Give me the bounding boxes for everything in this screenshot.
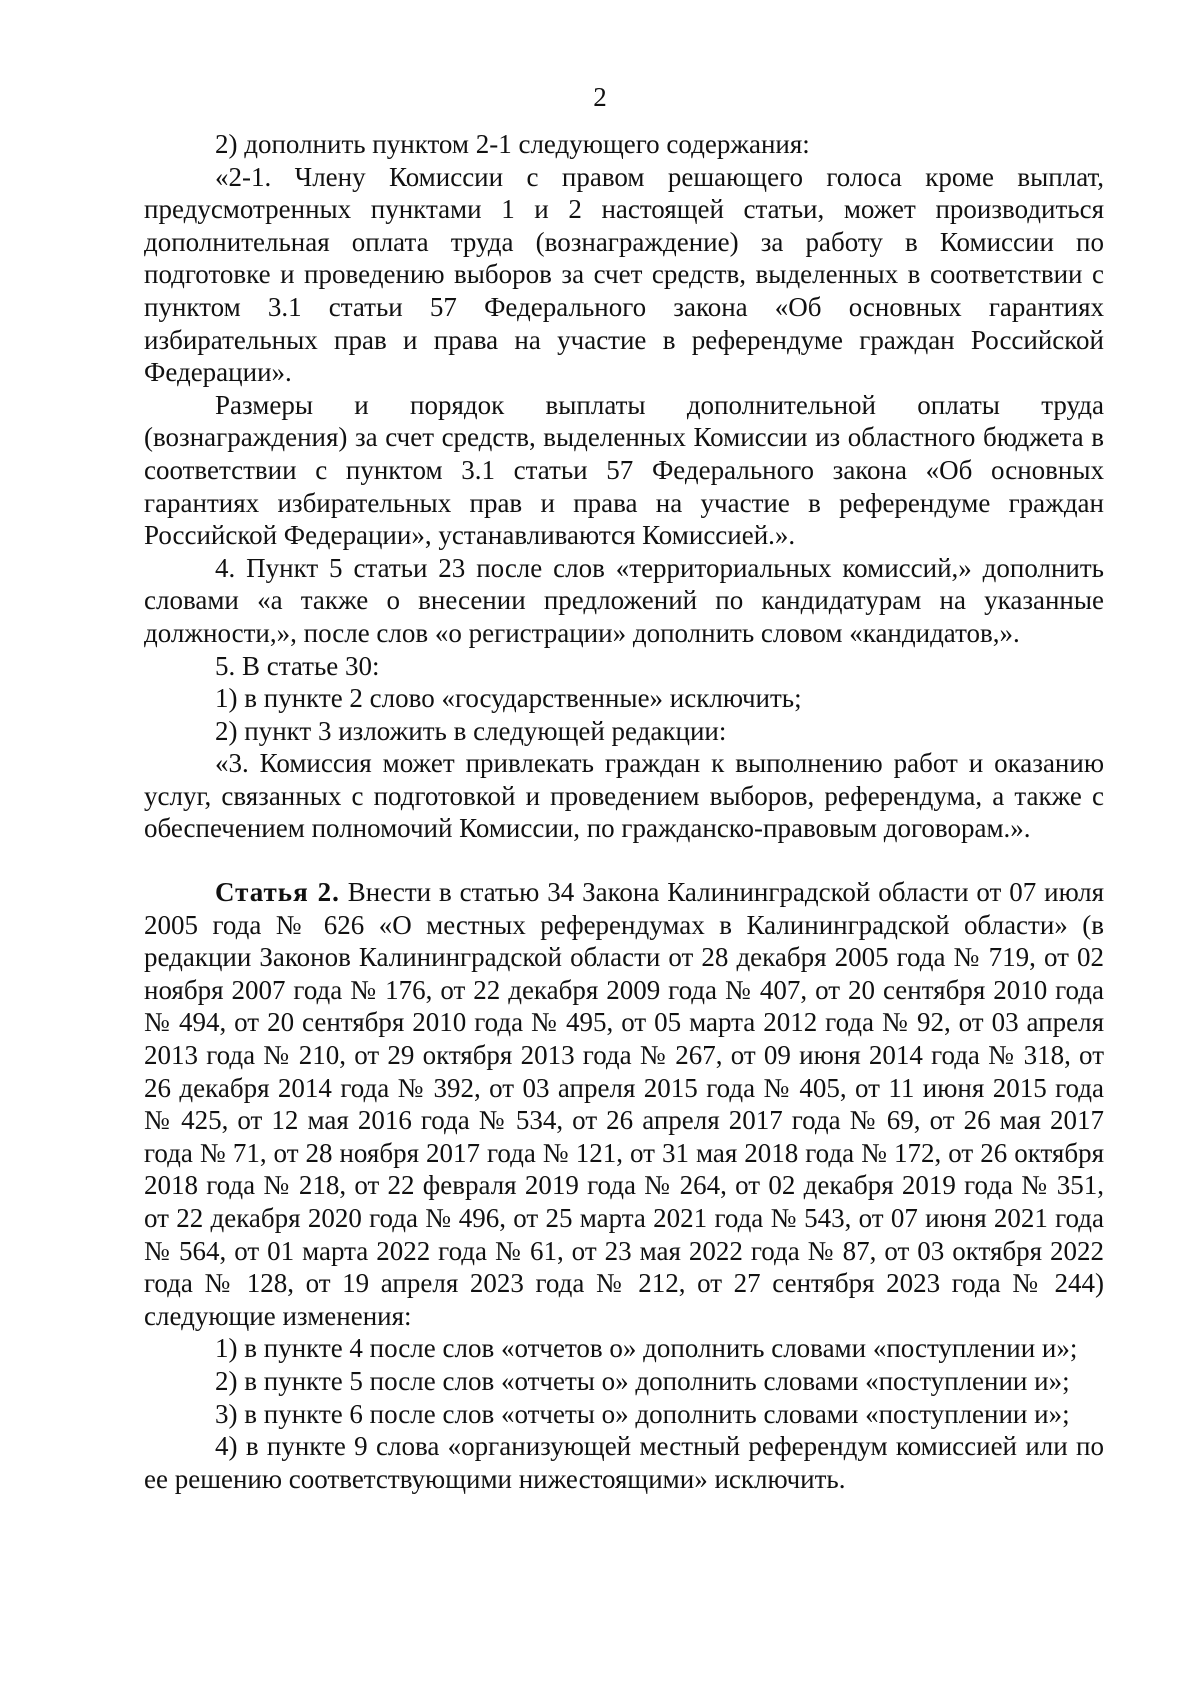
paragraph: Размеры и порядок выплаты дополнительной оплаты труда (вознаграждения) за счет средств, выделенных Комиссии из областного бюджета в соответствии с пунктом 3.1 статьи 57 Федерального закона «Об основных гарантиях избирательных прав и права на участие в референдуме граждан Российской Федерации», устанавливаются Комиссией.». bbox=[144, 389, 1104, 551]
paragraph: «3. Комиссия может привлекать граждан к выполнению работ и оказанию услуг, связанных с подготовкой и проведением выборов, референдума, а также с обеспечением полномочий Комиссии, по гражданско-правовым договорам.». bbox=[144, 748, 1104, 844]
paragraph: 1) в пункте 2 слово «государственные» исключить; bbox=[215, 683, 802, 714]
document-body bbox=[144, 128, 1104, 1495]
list-item: 1) в пункте 4 после слов «отчетов о» дополнить словами «поступлении и»; bbox=[215, 1333, 1078, 1364]
list-item: 3) в пункте 6 после слов «отчеты о» дополнить словами «поступлении и»; bbox=[215, 1398, 1070, 1429]
article-heading: Статья 2. bbox=[215, 877, 340, 908]
paragraph: 5. В статье 30: bbox=[215, 650, 380, 681]
list-item: 4) в пункте 9 слова «организующей местный референдум комиссией или по ее решению соответствующими нижестоящими» исключить. bbox=[144, 1431, 1104, 1494]
paragraph: 2) дополнить пунктом 2-1 следующего содержания: bbox=[215, 129, 810, 159]
paragraph: 4. Пункт 5 статьи 23 после слов «территориальных комиссий,» дополнить словами «а также о внесении предложений по кандидатурам на указанные должности,», после слов «о регистрации» дополнить словом «кандидатов,». bbox=[144, 552, 1104, 648]
paragraph: 2) пункт 3 изложить в следующей редакции: bbox=[215, 715, 727, 746]
article-text: Внести в статью 34 Закона Калининградской области от 07 июля 2005 года № 626 «О местных референдумах в Калининградской области» (в редакции Законов Калининградской области от 28 декабря 2005 года № 719, от 02 ноября 2007 года № 176, от 22 декабря 2009 года № 407, от 20 сентября 2010 года № 494, от 20 сентября 2010 года № 495, от 05 марта 2012 года № 92, от 03 апреля 2013 года № 210, от 29 октября 2013 года № 267, от 09 июня 2014 года № 318, от 26 декабря 2014 года № 392, от 03 апреля 2015 года № 405, от 11 июня 2015 года № 425, от 12 мая 2016 года № 534, от 26 апреля 2017 года № 69, от 26 мая 2017 года № 71, от 28 ноября 2017 года № 121, от 31 мая 2018 года № 172, от 26 октября 2018 года № 218, от 22 февраля 2019 года № 264, от 02 декабря 2019 года № 351, от 22 декабря 2020 года № 496, от 25 марта 2021 года № 543, от 07 июня 2021 года № 564, от 01 марта 2022 года № 61, от 23 мая 2022 года № 87, от 03 октября 2022 года № 128, от 19 апреля 2023 года № 212, от 27 сентября 2023 года № 244) следующие изменения: bbox=[144, 877, 1105, 1331]
list-item: 2) в пункте 5 после слов «отчеты о» дополнить словами «поступлении и»; bbox=[215, 1365, 1070, 1396]
paragraph: «2-1. Члену Комиссии с правом решающего голоса кроме выплат, предусмотренных пунктами 1 и 2 настоящей статьи, может производиться дополнительная оплата труда (вознаграждение) за работу в Комиссии по подготовке и проведению выборов за счет средств, выделенных в соответствии с пунктом 3.1 статьи 57 Федерального закона «Об основных гарантиях избирательных прав и права на участие в референдуме граждан Российской Федерации». bbox=[144, 161, 1104, 388]
article-2-paragraph bbox=[144, 876, 1104, 1332]
page-number: 2 bbox=[593, 82, 607, 112]
